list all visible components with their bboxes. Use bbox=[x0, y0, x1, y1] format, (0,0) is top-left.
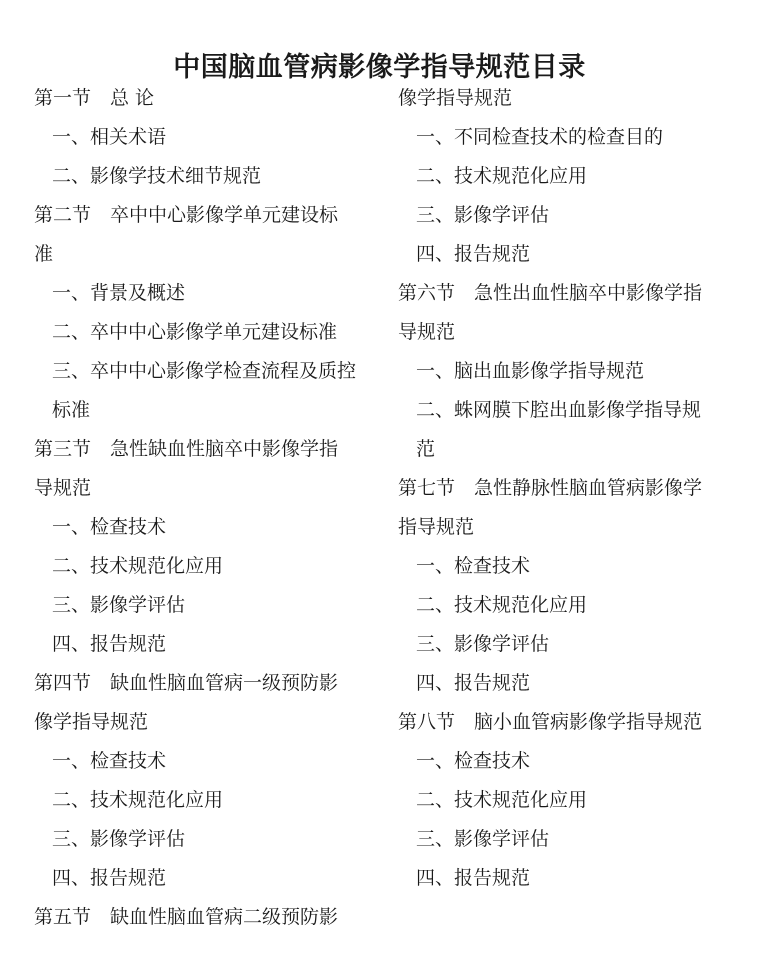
toc-section-line: 准 bbox=[34, 243, 54, 265]
toc-section-line: 第一节 总 论 bbox=[34, 87, 155, 109]
toc-section-line: 第八节 脑小血管病影像学指导规范 bbox=[398, 711, 703, 733]
toc-section-line: 第四节 缺血性脑血管病一级预防影 bbox=[34, 672, 339, 694]
toc-section-line: 指导规范 bbox=[398, 516, 475, 538]
toc-subsection-line: 范 bbox=[416, 438, 436, 460]
toc-subsection-line: 四、报告规范 bbox=[416, 243, 531, 265]
toc-section-line: 第七节 急性静脉性脑血管病影像学 bbox=[398, 477, 703, 499]
toc-section-line: 导规范 bbox=[398, 321, 456, 343]
toc-subsection-line: 四、报告规范 bbox=[416, 672, 531, 694]
toc-subsection-line: 三、卒中中心影像学检查流程及质控 bbox=[52, 360, 357, 382]
toc-subsection-line: 四、报告规范 bbox=[416, 867, 531, 889]
toc-section-line: 第五节 缺血性脑血管病二级预防影 bbox=[34, 906, 339, 928]
toc-subsection-line: 二、技术规范化应用 bbox=[52, 555, 224, 577]
toc-subsection-line: 一、检查技术 bbox=[52, 750, 167, 772]
toc-subsection-line: 四、报告规范 bbox=[52, 633, 167, 655]
toc-subsection-line: 二、技术规范化应用 bbox=[416, 594, 588, 616]
toc-subsection-line: 一、检查技术 bbox=[52, 516, 167, 538]
toc-section-line: 像学指导规范 bbox=[34, 711, 149, 733]
toc-subsection-line: 三、影像学评估 bbox=[416, 633, 550, 655]
toc-subsection-line: 二、蛛网膜下腔出血影像学指导规 bbox=[416, 399, 702, 421]
toc-subsection-line: 二、卒中中心影像学单元建设标准 bbox=[52, 321, 338, 343]
page-title: 中国脑血管病影像学指导规范目录 bbox=[173, 52, 586, 84]
toc-subsection-line: 三、影像学评估 bbox=[52, 828, 186, 850]
toc-left-column bbox=[34, 79, 372, 937]
toc-subsection-line: 二、技术规范化应用 bbox=[416, 165, 588, 187]
toc-subsection-line: 三、影像学评估 bbox=[416, 204, 550, 226]
toc-subsection-line: 三、影像学评估 bbox=[416, 828, 550, 850]
toc-subsection-line: 一、检查技术 bbox=[416, 750, 531, 772]
toc-section-line: 第三节 急性缺血性脑卒中影像学指 bbox=[34, 438, 339, 460]
toc-subsection-line: 三、影像学评估 bbox=[52, 594, 186, 616]
toc-subsection-line: 四、报告规范 bbox=[52, 867, 167, 889]
toc-subsection-line: 一、相关术语 bbox=[52, 126, 167, 148]
toc-right-column bbox=[398, 79, 736, 898]
toc-section-line: 第六节 急性出血性脑卒中影像学指 bbox=[398, 282, 703, 304]
toc-subsection-line: 二、技术规范化应用 bbox=[416, 789, 588, 811]
toc-subsection-line: 一、检查技术 bbox=[416, 555, 531, 577]
toc-section-line: 第二节 卒中中心影像学单元建设标 bbox=[34, 204, 339, 226]
toc-section-line: 导规范 bbox=[34, 477, 92, 499]
toc-section-line: 像学指导规范 bbox=[398, 87, 513, 109]
toc-subsection-line: 一、不同检查技术的检查目的 bbox=[416, 126, 664, 148]
toc-subsection-line: 二、技术规范化应用 bbox=[52, 789, 224, 811]
toc-subsection-line: 标准 bbox=[52, 399, 91, 421]
toc-subsection-line: 一、脑出血影像学指导规范 bbox=[416, 360, 645, 382]
toc-subsection-line: 二、影像学技术细节规范 bbox=[52, 165, 262, 187]
toc-subsection-line: 一、背景及概述 bbox=[52, 282, 186, 304]
